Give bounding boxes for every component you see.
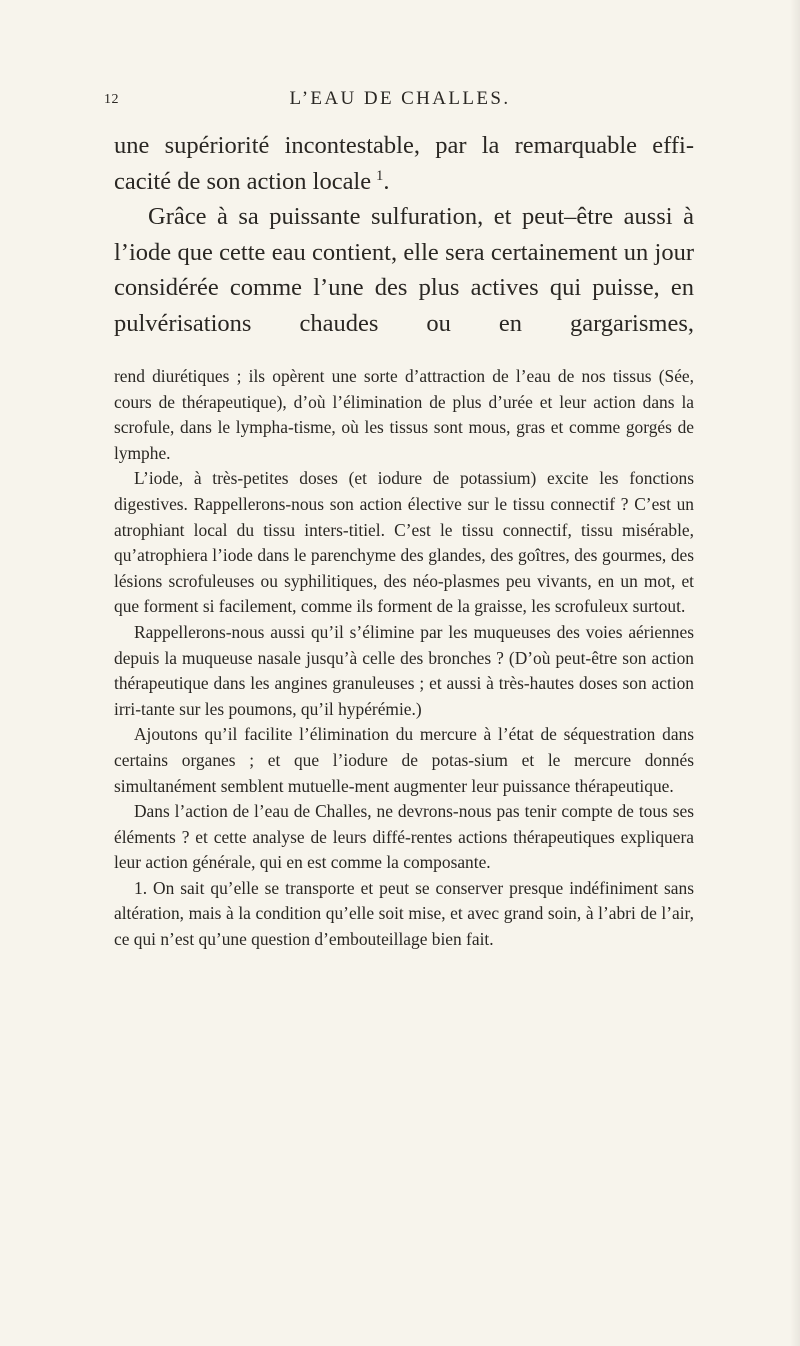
note-paragraph-5: Dans l’action de l’eau de Challes, ne devrons-nous pas tenir compte de tous ses éléments ? et cette analyse de leurs diffé-rentes actions thérapeutiques expliquera leur action générale, qui en est comme la composante. — [114, 801, 694, 873]
note-paragraph-4: Ajoutons qu’il facilite l’élimination du mercure à l’état de séquestration dans certains organes ; et que l’iodure de potas-sium et le mercure donnés simultanément semblent mutuelle-ment augmenter leur puissance thérapeutique. — [114, 724, 694, 796]
footnote-block — [114, 364, 694, 953]
main-paragraph-1-text: une supériorité incontestable, par la remarquable effi-cacité de son action locale — [114, 132, 694, 195]
note-paragraph-1: rend diurétiques ; ils opèrent une sorte d’attraction de l’eau de nos tissus (Sée, cours de thérapeutique), d’où l’élimination de plus d’urée et leur action dans la scrofule, dans le lympha-tisme, où les tissus sont mous, gras et comme gorgés de lymphe. — [114, 366, 694, 463]
page-edge-shadow — [790, 0, 800, 1346]
note-paragraph-3: Rappellerons-nous aussi qu’il s’élimine par les muqueuses des voies aériennes depuis la muqueuse nasale jusqu’à celle des bronches ? (D’où peut-être son action thérapeutique dans les angines granuleuses ; et aussi à très-hautes doses son action irri-tante sur les poumons, qu’il hypérémie.) — [114, 621, 694, 719]
footnote-1: 1. On sait qu’elle se transporte et peut se conserver presque indéfiniment sans altération, mais à la condition qu’elle soit mise, et avec grand soin, à l’abri de l’air, ce qui n’est qu’une question d’embouteillage bien fait. — [114, 877, 694, 950]
footnote-ref: 1 — [376, 167, 384, 184]
main-text — [114, 128, 694, 341]
page-number: 12 — [104, 92, 119, 107]
main-paragraph-1-end: . — [383, 167, 390, 195]
main-paragraph-2: Grâce à sa puissante sulfuration, et peut–être aussi à l’iode que cette eau contient, elle sera certainement un jour considérée comme l’une des plus actives qui puisse, en pulvérisations chaudes ou en gargarismes, — [114, 203, 694, 337]
note-paragraph-2: L’iode, à très-petites doses (et iodure de potassium) excite les fonctions digestives. Rappellerons-nous son action élective sur le tissu connectif ? C’est un atrophiant local du tissu inters-titiel. C’est le tissu connectif, tissu misérable, qu’atrophiera l’iode dans le parenchyme des glandes, des goîtres, des gourmes, des lésions scrofuleuses ou syphilitiques, des néo-plasmes peu vivants, en un mot, et que forment si facilement, comme ils forment de la graisse, les scrofuleux surtout. — [114, 468, 694, 617]
main-paragraph-1 — [114, 128, 694, 199]
running-title: L’EAU DE CHALLES. — [289, 88, 511, 109]
